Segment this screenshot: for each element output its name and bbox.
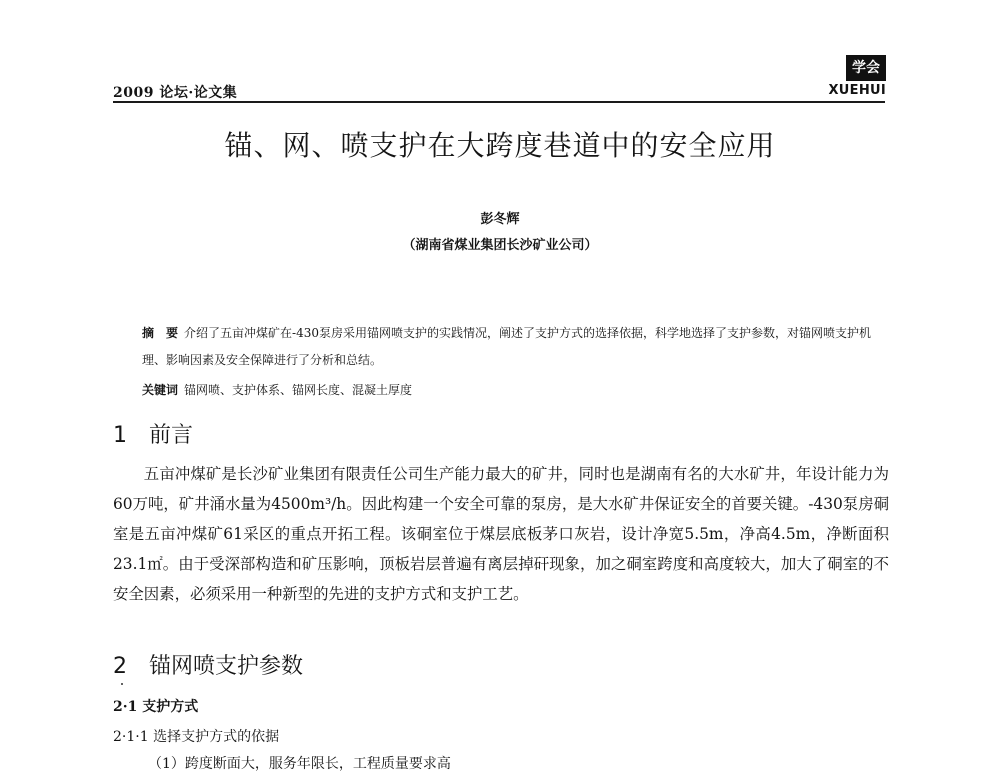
- subsection-2-1: 2·1 支护方式: [113, 699, 199, 715]
- subsection-2-1-1: 2·1·1 选择支护方式的依据: [113, 729, 280, 745]
- section-1-heading: [113, 418, 193, 449]
- keywords-label: 关键词: [142, 383, 179, 397]
- scan-speck: [121, 683, 123, 685]
- section-1-number: 1: [113, 423, 127, 448]
- xuehui-logo: [826, 55, 886, 101]
- abstract-text: 介绍了五亩冲煤矿在-430泵房采用锚网喷支护的实践情况，阐述了支护方式的选择依据，科学地选择了支护参数，对锚网喷支护机理、影响因素及安全保障进行了分析和总结。: [142, 326, 871, 367]
- section-1-paragraph: 五亩冲煤矿是长沙矿业集团有限责任公司生产能力最大的矿井，同时也是湖南有名的大水矿井，年设计能力为60万吨，矿井涌水量为4500m³/h。因此构建一个安全可靠的泵房，是大水矿井保证安全的首要关键。-430泵房硐室是五亩冲煤矿61采区的重点开拓工程。该硐室位于煤层底板茅口灰岩，设计净宽5.5m，净高4.5m，净断面积23.1㎡。由于受深部构造和矿压影响，顶板岩层普遍有离层掉矸现象，加之硐室跨度和高度较大，加大了硐室的不安全因素，必须采用一种新型的先进的支护方式和支护工艺。: [113, 465, 889, 603]
- author-name: 彭冬辉: [480, 212, 520, 227]
- section-1-title: 前言: [149, 423, 194, 448]
- author-affiliation: （湖南省煤业集团长沙矿业公司）: [402, 238, 598, 253]
- abstract: [142, 320, 887, 374]
- truncated-line: （1）跨度断面大，服务年限长，工程质量要求高: [148, 756, 451, 772]
- section-2-number: 2: [113, 654, 127, 679]
- keywords-text: 锚网喷、支护体系、锚网长度、混凝土厚度: [184, 383, 413, 397]
- section-2-title: 锚网喷支护参数: [149, 654, 304, 679]
- logo-text: XUEHUI: [828, 83, 886, 98]
- logo-mark: 学会: [846, 55, 886, 81]
- abstract-label: 摘 要: [142, 326, 179, 340]
- journal-header: 2009 论坛·论文集: [113, 85, 238, 101]
- section-2-heading: [113, 649, 303, 680]
- keywords: [142, 381, 887, 398]
- article-title: 锚、网、喷支护在大跨度巷道中的安全应用: [224, 129, 776, 162]
- header-rule: [113, 101, 885, 103]
